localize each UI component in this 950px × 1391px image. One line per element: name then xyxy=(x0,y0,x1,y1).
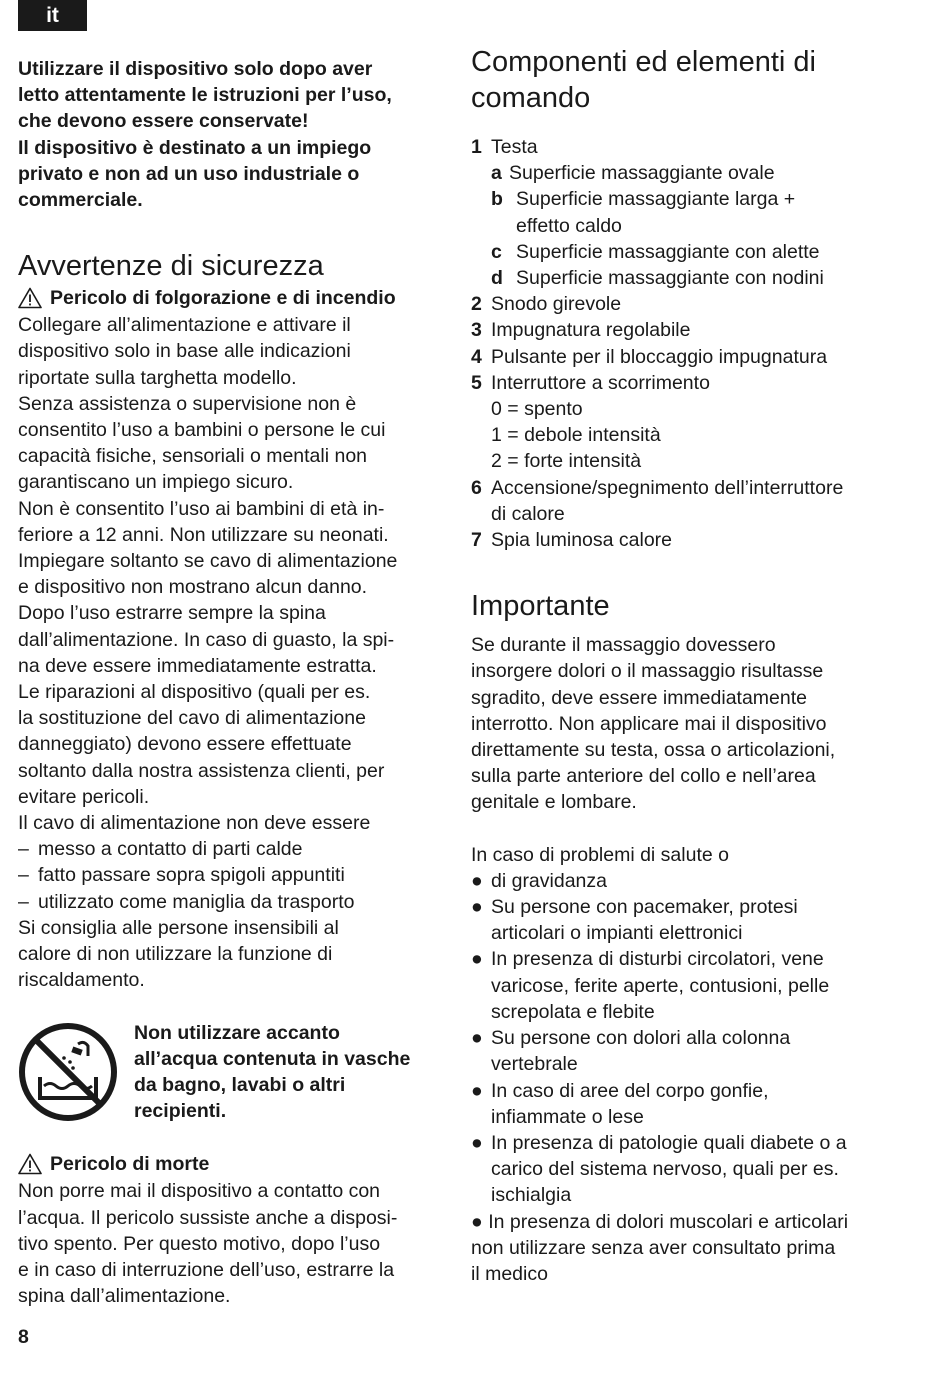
text-line: sgradito, deve essere immediatamente xyxy=(471,686,808,709)
health-intro: In caso di problemi di salute o xyxy=(471,843,729,866)
components-heading xyxy=(471,44,901,116)
subitem-letter: d xyxy=(491,267,503,290)
page-number: 8 xyxy=(18,1326,29,1348)
component-subitem xyxy=(471,239,901,265)
bullet-text xyxy=(491,946,829,1025)
text-line: e dispositivo non mostrano alcun danno. xyxy=(18,576,368,599)
text-line: evitare pericoli. xyxy=(18,785,150,808)
death-warning-text xyxy=(18,1178,448,1309)
health-conditions xyxy=(471,842,901,1287)
text-line: feriore a 12 anni. Non utilizzare su neonati. xyxy=(18,523,389,546)
switch-value: 1 = debole intensità xyxy=(491,424,661,447)
subitem-letter: a xyxy=(491,162,502,185)
text-line: dispositivo solo in base alle indicazioni xyxy=(18,340,351,363)
bullet-line: varicose, ferite aperte, contusioni, pelle xyxy=(491,974,830,997)
text-line: danneggiato) devono essere effettuate xyxy=(18,733,352,756)
component-label: Testa xyxy=(491,136,538,158)
bullet-glyph: ● xyxy=(471,896,483,919)
bullet-text xyxy=(491,894,798,946)
dash-text: messo a contatto di parti calde xyxy=(38,838,303,861)
component-subitem xyxy=(471,265,901,291)
component-item xyxy=(471,475,901,527)
water-warning-block xyxy=(18,1020,448,1125)
dash-item xyxy=(18,862,448,888)
bullet-text xyxy=(491,1025,790,1077)
subitem-label: Superficie massaggiante ovale xyxy=(509,162,775,185)
death-warning-title xyxy=(18,1150,448,1178)
bullet-text xyxy=(491,1130,847,1209)
bullet-line: In caso di aree del corpo gonfie, xyxy=(491,1079,769,1102)
dash-item xyxy=(18,836,448,862)
text-line: Senza assistenza o supervisione non è xyxy=(18,392,357,415)
text-line: Il cavo di alimentazione non deve essere xyxy=(18,812,371,835)
water-warning-line: da bagno, lavabi o altri xyxy=(134,1073,346,1096)
text-line: riscaldamento. xyxy=(18,969,145,992)
text-line: dall’alimentazione. In caso di guasto, la spi- xyxy=(18,628,395,651)
component-label: Pulsante per il bloccaggio impugnatura xyxy=(491,345,828,368)
text-line: interrotto. Non applicare mai il dispositivo xyxy=(471,712,827,735)
bullet-line: ischialgia xyxy=(491,1184,572,1207)
text-line: Non porre mai il dispositivo a contatto con xyxy=(18,1180,381,1203)
component-item xyxy=(471,344,901,370)
component-number: 3 xyxy=(471,319,482,342)
bullet-glyph: ● xyxy=(471,869,483,892)
dash-item xyxy=(18,889,448,915)
warning-title-text: Pericolo di morte xyxy=(50,1153,210,1176)
text-line: garantiscano un impiego sicuro. xyxy=(18,471,294,494)
subitem-letter: c xyxy=(491,240,502,263)
bullet-glyph: ● xyxy=(471,1079,483,1102)
text-line: sulla parte anteriore del collo e nell’area xyxy=(471,765,816,788)
component-number: 4 xyxy=(471,345,482,368)
text-line: Impiegare soltanto se cavo di alimentazione xyxy=(18,550,398,573)
component-label: Snodo girevole xyxy=(491,293,622,316)
electric-warning-title xyxy=(18,284,448,312)
component-number: 2 xyxy=(471,293,482,316)
bullet-glyph: ● xyxy=(471,1210,483,1233)
intro-line: commerciale. xyxy=(18,189,143,212)
left-column xyxy=(18,56,448,1309)
heading-line: Componenti ed elementi di xyxy=(471,46,816,78)
safety-heading: Avvertenze di sicurezza xyxy=(18,250,324,283)
text-line: Si consiglia alle persone insensibili al xyxy=(18,916,339,939)
text-line: genitale e lombare. xyxy=(471,791,637,814)
component-item xyxy=(471,291,901,317)
bullet-line: carico del sistema nervoso, quali per es. xyxy=(491,1158,839,1181)
language-tab: it xyxy=(18,0,87,31)
text-line: l’acqua. Il pericolo sussiste anche a disposi- xyxy=(18,1206,398,1229)
component-label: Interruttore a scorrimento xyxy=(491,371,710,394)
bullet-item xyxy=(471,1025,901,1077)
bullet-item xyxy=(471,868,901,894)
text-line: Collegare all’alimentazione e attivare il xyxy=(18,314,351,337)
text-line: Non è consentito l’uso ai bambini di età in- xyxy=(18,497,385,520)
text-line: consentito l’uso a bambini o persone le cui xyxy=(18,419,386,442)
dash-glyph: – xyxy=(18,838,29,861)
warning-triangle-icon xyxy=(18,287,42,309)
component-item xyxy=(471,134,901,160)
text-line: riportate sulla targhetta modello. xyxy=(18,366,297,389)
text-line: Dopo l’uso estrarre sempre la spina xyxy=(18,602,326,625)
bullet-item xyxy=(471,1078,901,1130)
switch-value: 0 = spento xyxy=(491,398,583,421)
text-line: spina dall’alimentazione. xyxy=(18,1285,231,1308)
switch-value: 2 = forte intensità xyxy=(491,450,642,473)
water-warning-line: Non utilizzare accanto xyxy=(134,1021,340,1044)
text-line: insorgere dolori o il massaggio risultasse xyxy=(471,660,824,683)
bullet-line: screpolata e flebite xyxy=(491,1000,655,1023)
text-line: Se durante il massaggio dovessero xyxy=(471,634,776,657)
intro-line: Utilizzare il dispositivo solo dopo aver xyxy=(18,58,373,80)
components-list xyxy=(471,134,901,553)
component-subitem xyxy=(471,160,901,186)
component-number: 6 xyxy=(471,476,482,499)
right-column xyxy=(471,44,901,1287)
bullet-glyph: ● xyxy=(471,1027,483,1050)
component-line: di calore xyxy=(491,502,565,525)
bullet-line: In presenza di patologie quali diabete o a xyxy=(491,1131,847,1154)
subitem-label: Superficie massaggiante con nodini xyxy=(516,267,824,290)
text-line: il medico xyxy=(471,1262,548,1285)
intro-text xyxy=(18,56,448,213)
intro-line: privato e non ad un uso industriale o xyxy=(18,162,360,185)
important-heading: Importante xyxy=(471,590,610,623)
subitem-label: Superficie massaggiante con alette xyxy=(516,240,820,263)
dash-text: fatto passare sopra spigoli appuntiti xyxy=(38,864,345,887)
component-line: Accensione/spegnimento dell’interruttore xyxy=(491,476,844,499)
component-subitem xyxy=(471,186,901,238)
text-line: calore di non utilizzare la funzione di xyxy=(18,943,333,966)
bullet-line: infiammate o lese xyxy=(491,1105,644,1128)
subitem-label xyxy=(516,186,795,238)
component-item xyxy=(471,527,901,553)
dash-text: utilizzato come maniglia da trasporto xyxy=(38,890,355,913)
bullet-item xyxy=(471,1130,901,1209)
intro-line: che devono essere conservate! xyxy=(18,110,309,133)
text-line: capacità fisiche, sensoriali o mentali non xyxy=(18,445,368,468)
warning-triangle-icon xyxy=(18,1153,42,1175)
bullet-line: In presenza di disturbi circolatori, vene xyxy=(491,948,824,971)
text-line: non utilizzare senza aver consultato prima xyxy=(471,1236,836,1259)
text-line: direttamente su testa, ossa o articolazioni, xyxy=(471,739,836,762)
water-warning-line: all’acqua contenuta in vasche xyxy=(134,1047,411,1070)
component-item xyxy=(471,370,901,396)
bullet-line: articolari o impianti elettronici xyxy=(491,922,743,945)
component-item xyxy=(471,317,901,343)
subitem-line: effetto caldo xyxy=(516,214,622,237)
intro-line: letto attentamente le istruzioni per l’uso, xyxy=(18,84,392,107)
dash-glyph: – xyxy=(18,890,29,913)
heading-line: comando xyxy=(471,82,591,114)
bullet-line: Su persone con pacemaker, protesi xyxy=(491,896,798,919)
component-label xyxy=(491,475,843,527)
component-number: 7 xyxy=(471,529,482,552)
subitem-letter: b xyxy=(491,188,503,211)
component-label: Spia luminosa calore xyxy=(491,529,673,552)
bullet-line: vertebrale xyxy=(491,1053,578,1076)
warning-title-text: Pericolo di folgorazione e di incendio xyxy=(50,287,396,310)
bullet-glyph: ● xyxy=(471,1131,483,1154)
bullet-item xyxy=(471,894,901,946)
component-number: 5 xyxy=(471,371,482,394)
text-line: tivo spento. Per questo motivo, dopo l’uso xyxy=(18,1232,381,1255)
bullet-text: In presenza di dolori muscolari e articolari xyxy=(488,1210,849,1233)
bullet-glyph: ● xyxy=(471,948,483,971)
important-text xyxy=(471,632,901,815)
subitem-line: Superficie massaggiante larga + xyxy=(516,188,796,211)
component-label: Impugnatura regolabile xyxy=(491,319,691,342)
safety-text xyxy=(18,312,448,993)
text-line: Le riparazioni al dispositivo (quali per es. xyxy=(18,681,371,704)
last-bullet-item xyxy=(471,1209,901,1235)
bullet-text: di gravidanza xyxy=(491,869,607,892)
dash-glyph: – xyxy=(18,864,29,887)
bullet-line: Su persone con dolori alla colonna xyxy=(491,1027,791,1050)
water-warning-text xyxy=(134,1020,410,1125)
water-warning-line: recipienti. xyxy=(134,1100,227,1123)
bullet-text xyxy=(491,1078,769,1130)
text-line: soltanto dalla nostra assistenza clienti, per xyxy=(18,759,385,782)
intro-line: Il dispositivo è destinato a un impiego xyxy=(18,136,372,159)
no-water-bath-icon xyxy=(18,1022,118,1122)
component-number: 1 xyxy=(471,136,482,158)
text-line: na deve essere immediatamente estratta. xyxy=(18,654,377,677)
bullet-item xyxy=(471,946,901,1025)
text-line: e in caso di interruzione dell’uso, estrarre la xyxy=(18,1258,395,1281)
text-line: la sostituzione del cavo di alimentazione xyxy=(18,707,366,730)
